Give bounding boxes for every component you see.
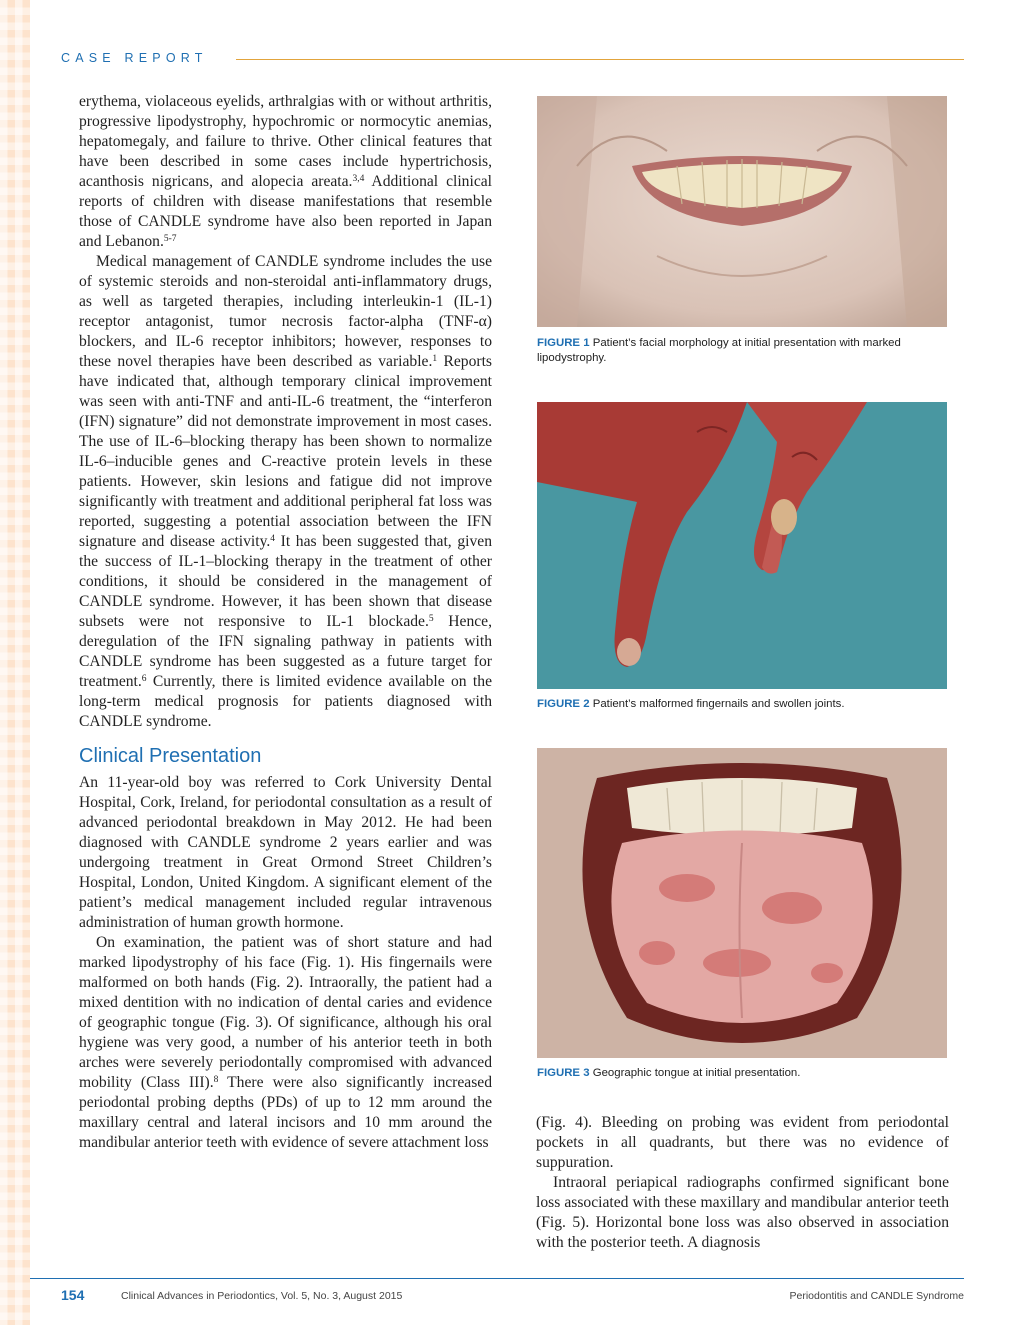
paragraph-radiographs: Intraoral periapical radiographs confirmed significant bone loss associated with these maxillary and mandibular anterior teeth (Fig. 5). Horizontal bone loss was also observed in association with the posterior teeth. A diagnosis [536, 1174, 949, 1251]
caption-text: Geographic tongue at initial presentation. [592, 1067, 801, 1079]
page-number: 154 [61, 1287, 85, 1303]
figure-2-image [537, 402, 947, 689]
paragraph-text: erythema, violaceous eyelids, arthralgias with or without arthritis, progressive lipodystrophy, hypochromic or normocytic anemias, hepatomegaly, and failure to thrive. Other clinical features that have been described in some cases include hypertrichosis, acanthosis nigricans, and alopecia areata. [79, 93, 492, 190]
right-column [536, 1113, 949, 1253]
caption-text: Patient’s malformed fingernails and swollen joints. [592, 698, 845, 710]
citation-ref: 6 [141, 674, 147, 684]
citation-ref: 3,4 [352, 174, 365, 184]
paragraph-text: On examination, the patient was of short stature and had marked lipodystrophy of his face (Fig. 1). His fingernails were malformed on both hands (Fig. 2). Intraorally, the patient had a mixed dentition with no indication of dental caries and evidence of geographic tongue (Fig. 3). Of significance, although his oral hygiene was very good, a number of his anterior teeth in both arches were severely periodontally compromised with advanced mobility (Class III). [79, 934, 492, 1091]
caption-text: Patient’s facial morphology at initial presentation with marked lipodystrophy. [537, 337, 901, 364]
citation-ref: 1 [432, 354, 438, 364]
decorative-side-strip [0, 0, 30, 1325]
paragraph-text: Additional clinical reports of children with disease manifestations that resemble those of CANDLE syndrome have also been reported in Japan and Lebanon. [79, 173, 492, 250]
left-column [79, 92, 492, 1153]
citation-ref: 4 [270, 534, 276, 544]
figure-label: FIGURE 3 [537, 1067, 590, 1079]
paragraph-text: Reports have indicated that, although temporary clinical improvement was seen with anti-TNF and anti-IL-6 treatment, the “interferon (IFN) signature” did not demonstrate improvement in most cases. The use of IL-6–blocking therapy has been shown to normalize IL-6–inducible genes and C-reactive protein levels in these patients. However, skin lesions and fatigue did not improve significantly with treatment and additional peripheral fat loss was reported, suggesting a potential association between the IFN signature and disease activity. [79, 353, 492, 550]
paragraph-medical-management [79, 252, 492, 732]
paragraph-text: It has been suggested that, given the success of IL-1–blocking therapy in the treatment of other conditions, it should be considered in the management of CANDLE syndrome. However, it has been shown that disease subsets were not responsive to IL-1 blockade. [79, 533, 492, 630]
paragraph-examination [79, 933, 492, 1153]
header-rule [236, 59, 964, 60]
paragraph-bleeding: (Fig. 4). Bleeding on probing was evident from periodontal pockets in all quadrants, but there was no evidence of suppuration. [536, 1114, 949, 1171]
paragraph-text: Medical management of CANDLE syndrome includes the use of systemic steroids and non-steroidal anti-inflammatory drugs, as well as targeted therapies, including interleukin-1 (IL-1) receptor antagonist, tumor necrosis factor-alpha (TNF-α) blockers, and IL-6 receptor inhibitors; however, responses to these novel therapies have been described as variable. [79, 253, 492, 370]
paragraph-referral: An 11-year-old boy was referred to Cork University Dental Hospital, Cork, Ireland, for periodontal consultation as a result of advanced periodontal breakdown in May 2012. He had been diagnosed with CANDLE syndrome 2 years earlier and was undergoing treatment in Great Ormond Street Children’s Hospital, London, United Kingdom. A significant element of the patient’s medical management included regular intravenous administration of human growth hormone. [79, 774, 492, 931]
paragraph-intro-features [79, 92, 492, 252]
paragraph-text: There were also significantly increased periodontal probing depths (PDs) of up to 12 mm around the maxillary central and lateral incisors and 10 mm around the mandibular anterior teeth with evidence of severe attachment loss [79, 1074, 492, 1151]
running-title: Periodontitis and CANDLE Syndrome [789, 1290, 964, 1302]
paragraph-text: Hence, deregulation of the IFN signaling pathway in patients with CANDLE syndrome has been suggested as a future target for treatment. [79, 613, 492, 690]
journal-citation: Clinical Advances in Periodontics, Vol. 5, No. 3, August 2015 [121, 1290, 403, 1302]
figure-label: FIGURE 2 [537, 698, 590, 710]
citation-ref: 5-7 [163, 234, 177, 244]
section-heading: Clinical Presentation [79, 745, 262, 767]
citation-ref: 8 [213, 1075, 219, 1085]
citation-ref: 5 [428, 614, 434, 624]
figure-2-caption [537, 697, 951, 712]
paragraph-text: Currently, there is limited evidence available on the long-term medical prognosis for patients diagnosed with CANDLE syndrome. [79, 673, 492, 730]
figure-1-image [537, 96, 947, 327]
section-label: CASE REPORT [61, 51, 208, 65]
figure-label: FIGURE 1 [537, 337, 590, 349]
figure-1-caption [537, 336, 951, 366]
footer-rule [30, 1278, 964, 1279]
figure-3-caption [537, 1066, 951, 1081]
figure-3-image [537, 748, 947, 1058]
